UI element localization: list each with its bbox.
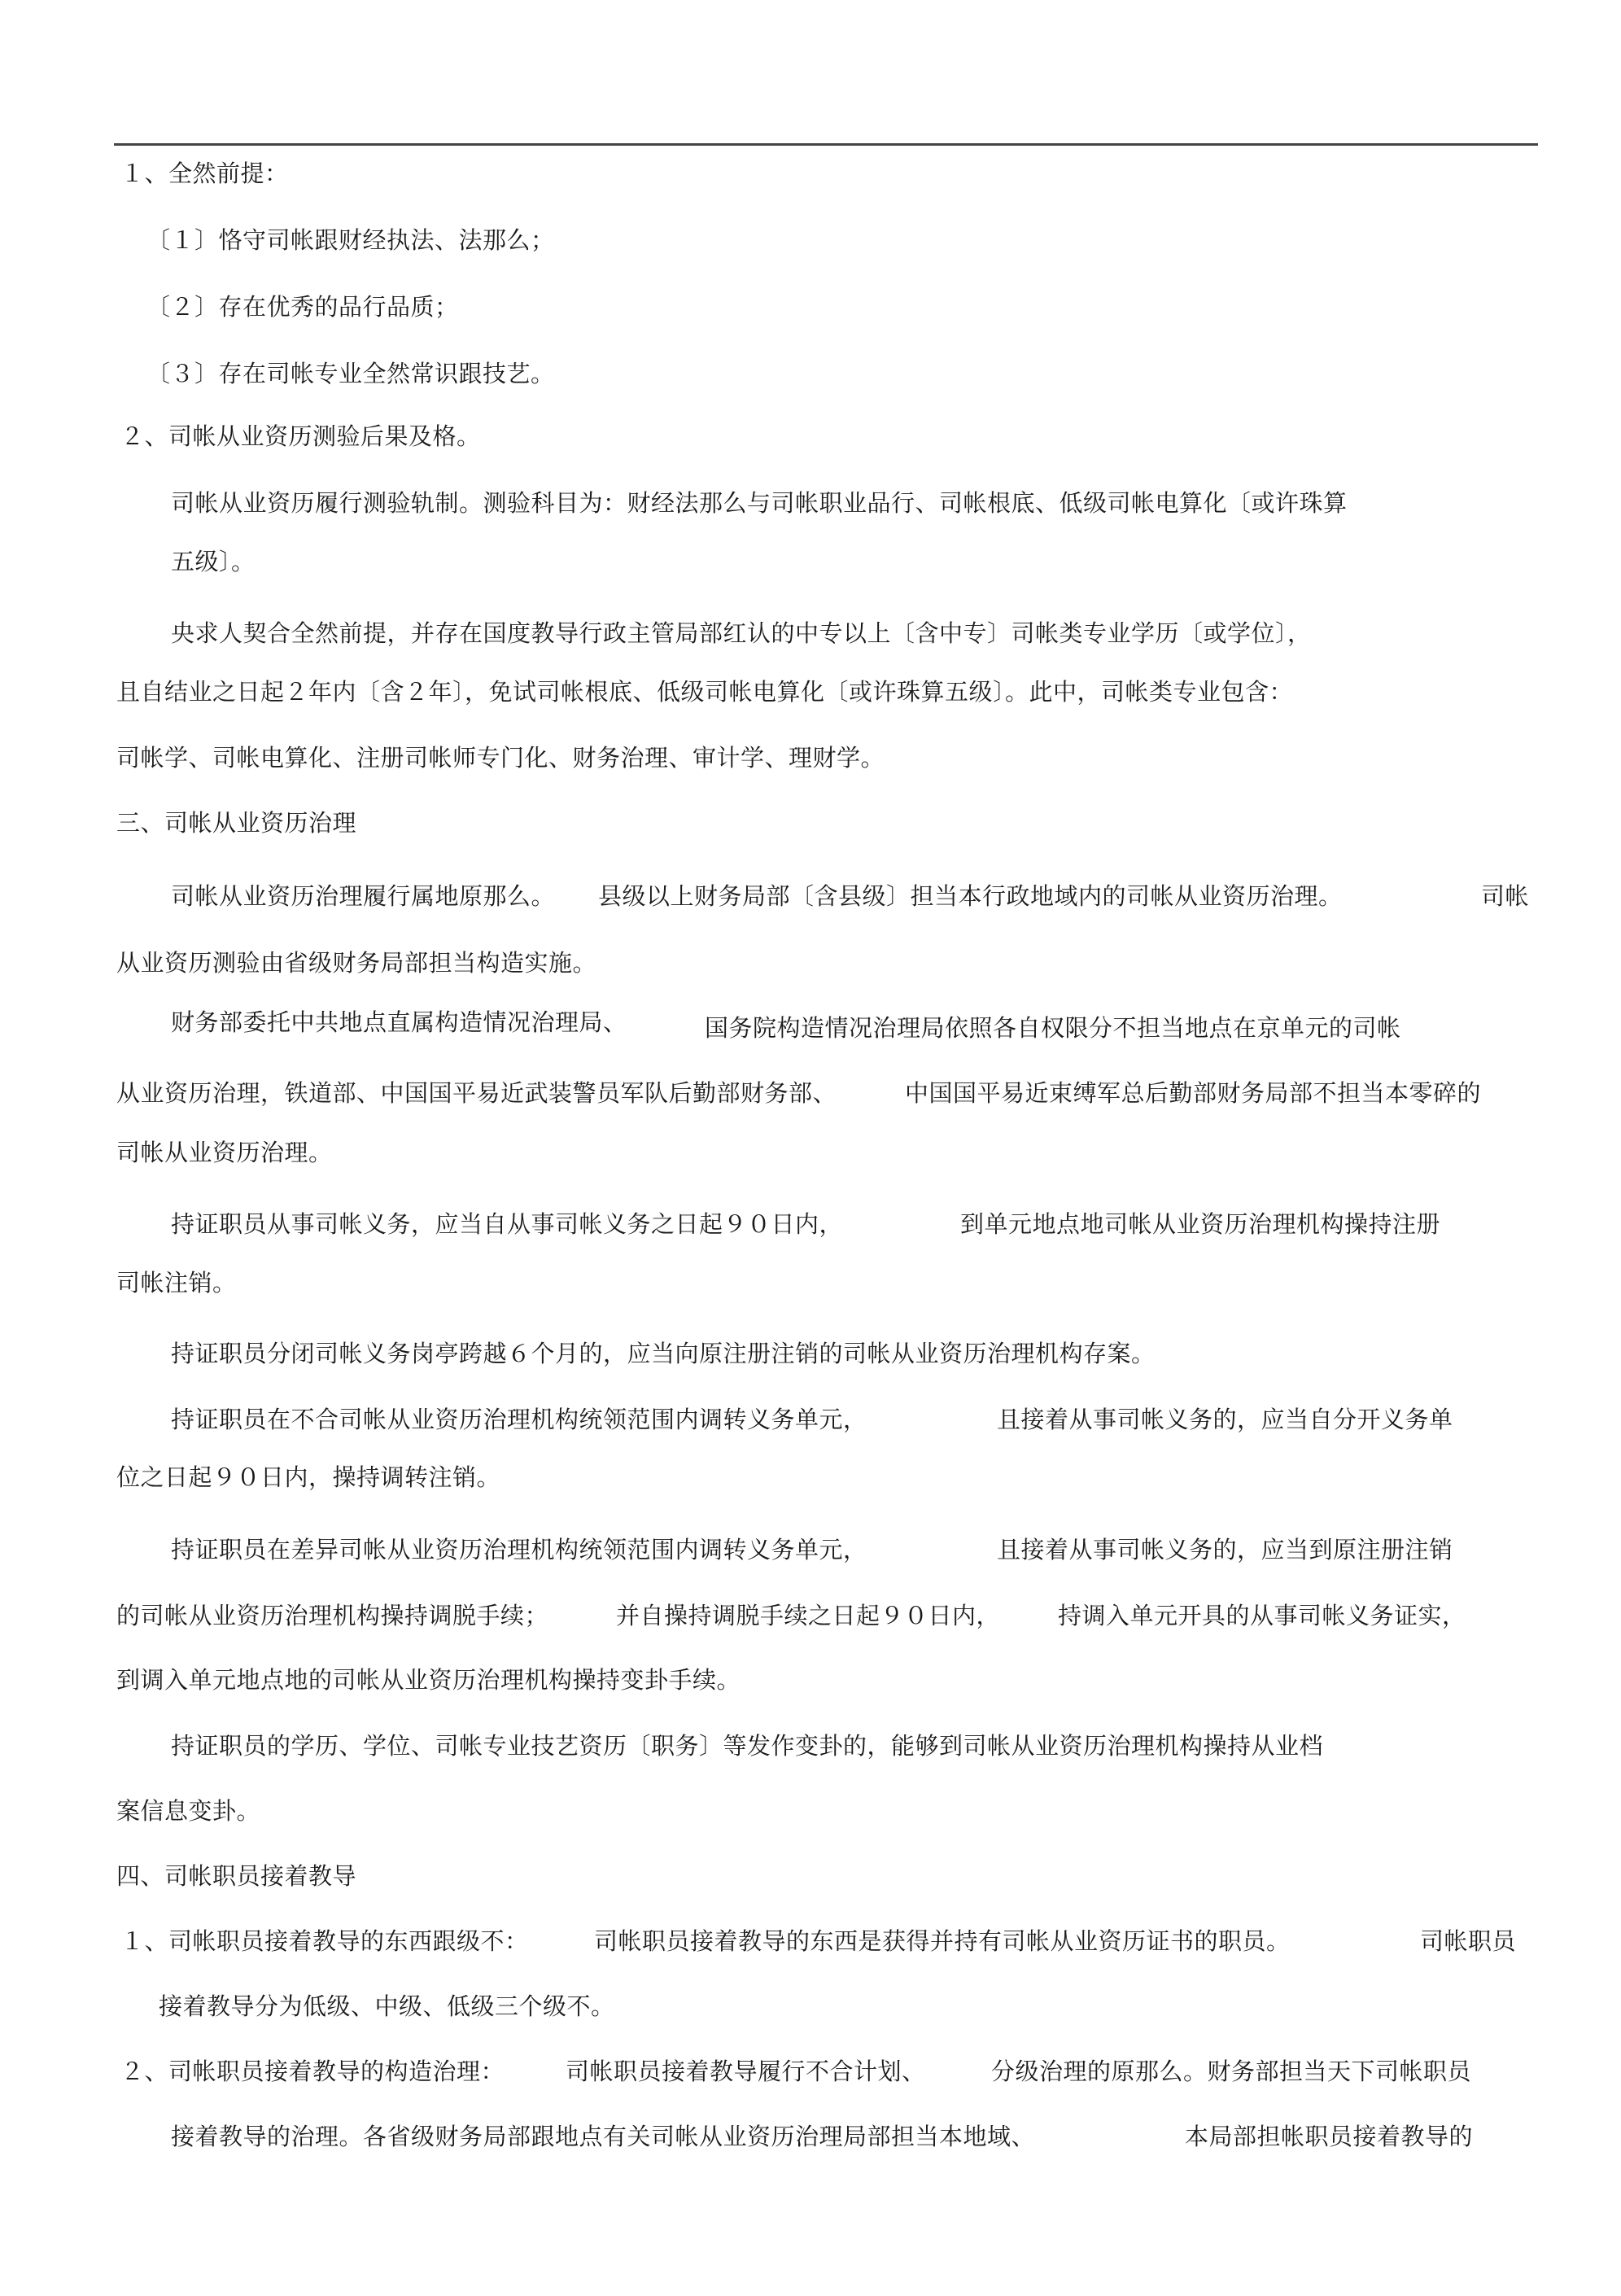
line-l20b: 且接着从事司帐义务的，应当自分开义务单: [997, 1406, 1453, 1433]
line-l17b: 到单元地点地司帐从业资历治理机构操持注册: [960, 1210, 1441, 1238]
line-l24: 到调入单元地点地的司帐从业资历治理机构操持变卦手续。: [116, 1666, 741, 1694]
line-l22b: 且接着从事司帐义务的，应当到原注册注销: [997, 1536, 1453, 1563]
line-l09: 且自结业之日起２年内〔含２年〕，免试司帐根底、低级司帐电算化〔或许珠算五级〕。此中，司帐类专业包含：: [116, 678, 1294, 706]
line-l02: 〔１〕恪守司帐跟财经执法、法那么；: [146, 226, 555, 254]
line-l16: 司帐从业资历治理。: [116, 1139, 333, 1166]
line-l23b: 并自操持调脱手续之日起９０日内，: [616, 1602, 1001, 1629]
line-l25: 持证职员的学历、学位、司帐专业技艺资历〔职务〕等发作变卦的，能够到司帐从业资历治理机构操持从业档: [171, 1732, 1324, 1760]
line-l06: 司帐从业资历履行测验轨制。测验科目为：财经法那么与司帐职业品行、司帐根底、低级司帐电算化〔或许珠算: [171, 489, 1348, 517]
line-l26: 案信息变卦。: [116, 1797, 261, 1825]
line-l22a: 持证职员在差异司帐从业资历治理机构统领范围内调转义务单元，: [171, 1536, 867, 1563]
line-l23c: 持调入单元开具的从事司帐义务证实，: [1058, 1602, 1466, 1629]
line-l10: 司帐学、司帐电算化、注册司帐师专门化、财务治理、审计学、理财学。: [116, 744, 885, 772]
line-l21: 位之日起９０日内，操持调转注销。: [116, 1463, 501, 1491]
line-l28b: 司帐职员接着教导的东西是获得并持有司帐从业资历证书的职员。: [594, 1927, 1291, 1955]
line-l31b: 本局部担帐职员接着教导的: [1185, 2123, 1474, 2150]
line-l07: 五级〕。: [171, 548, 256, 575]
line-l20a: 持证职员在不合司帐从业资历治理机构统领范围内调转义务单元，: [171, 1406, 867, 1433]
line-l29: 接着教导分为低级、中级、低级三个级不。: [159, 1992, 615, 2020]
line-l14b: 国务院构造情况治理局依照各自权限分不担当地点在京单元的司帐: [705, 1014, 1401, 1042]
line-l08: 央求人契合全然前提，并存在国度教导行政主管局部红认的中专以上〔含中专〕司帐类专业学历〔或学位〕，: [171, 619, 1312, 647]
line-l18: 司帐注销。: [116, 1269, 237, 1297]
line-l12b: 县级以上财务局部〔含县级〕担当本行政地域内的司帐从业资历治理。: [598, 882, 1343, 910]
line-l03: 〔２〕存在优秀的品行品质；: [146, 293, 459, 321]
line-l01: １、全然前提：: [120, 160, 289, 187]
line-l14a: 财务部委托中共地点直属构造情况治理局、: [171, 1008, 627, 1036]
line-l12a: 司帐从业资历治理履行属地原那么。: [171, 882, 556, 910]
line-l27: 四、司帐职员接着教导: [116, 1862, 357, 1890]
line-l17a: 持证职员从事司帐义务，应当自从事司帐义务之日起９０日内，: [171, 1210, 844, 1238]
line-l30a: ２、司帐职员接着教导的构造治理：: [120, 2058, 505, 2085]
line-l15b: 中国国平易近束缚军总后勤部财务局部不担当本零碎的: [905, 1079, 1482, 1107]
line-l15a: 从业资历治理，铁道部、中国国平易近武装警员军队后勤部财务部、: [116, 1079, 837, 1107]
line-l31a: 接着教导的治理。各省级财务局部跟地点有关司帐从业资历治理局部担当本地域、: [171, 2123, 1036, 2150]
line-l11: 三、司帐从业资历治理: [116, 809, 357, 837]
line-l05: ２、司帐从业资历测验后果及格。: [120, 422, 481, 450]
line-l28a: １、司帐职员接着教导的东西跟级不：: [120, 1927, 529, 1955]
line-l13: 从业资历测验由省级财务局部担当构造实施。: [116, 949, 597, 977]
header-rule: [114, 143, 1538, 146]
line-l30c: 分级治理的原那么。财务部担当天下司帐职员: [991, 2058, 1472, 2085]
line-l28c: 司帐职员: [1420, 1927, 1517, 1955]
line-l12c: 司帐: [1481, 882, 1530, 910]
line-l04: 〔３〕存在司帐专业全然常识跟技艺。: [146, 360, 555, 387]
line-l19: 持证职员分闭司帐义务岗亭跨越６个月的，应当向原注册注销的司帐从业资历治理机构存案。: [171, 1340, 1156, 1367]
line-l23a: 的司帐从业资历治理机构操持调脱手续；: [116, 1602, 549, 1629]
line-l30b: 司帐职员接着教导履行不合计划、: [566, 2058, 926, 2085]
